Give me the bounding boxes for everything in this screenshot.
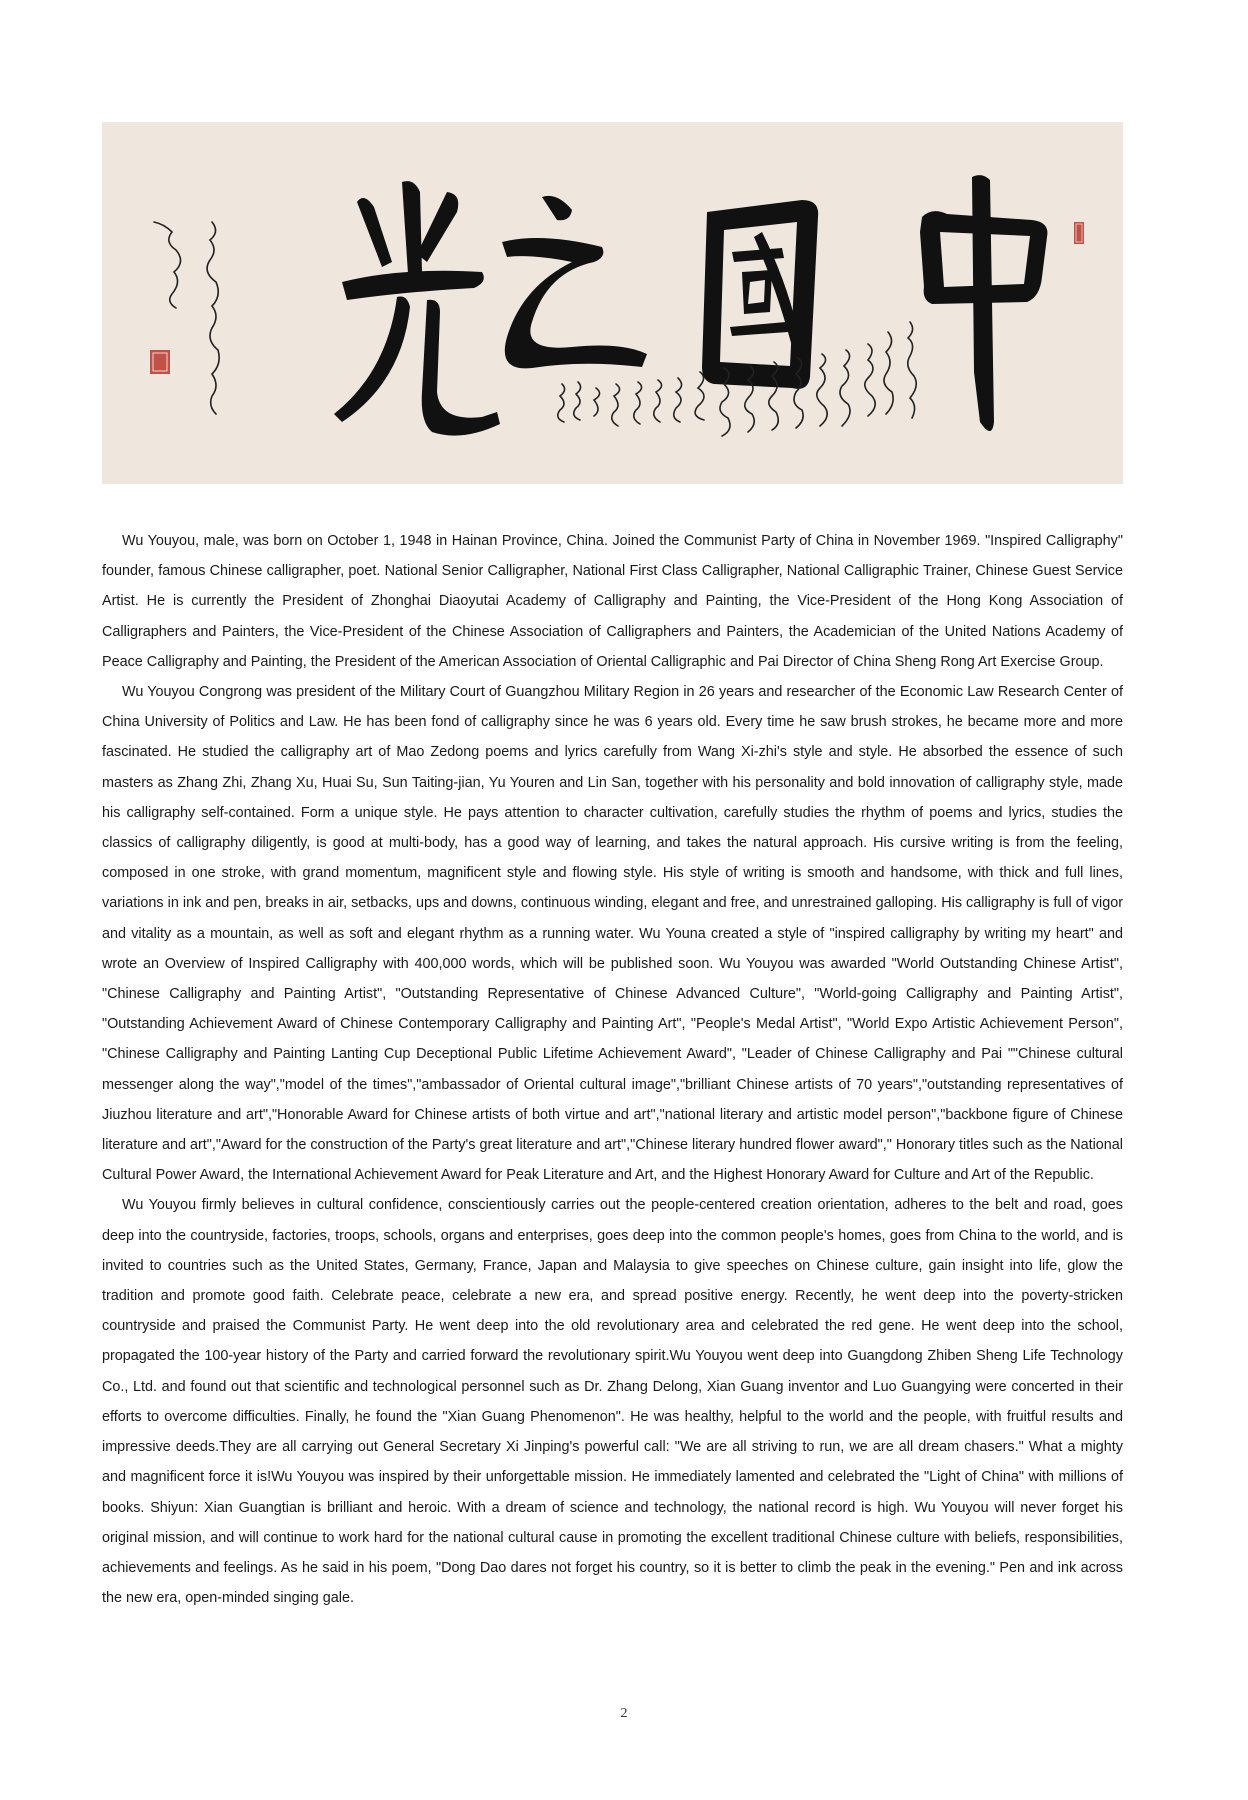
character-zhi	[502, 196, 647, 368]
seal-top-right	[1074, 222, 1084, 244]
paragraph: Wu Youyou, male, was born on October 1, 1948 in Hainan Province, China. Joined the Communist Party of China in November 1969. "Inspired Calligraphy" founder, famous Chinese calligrapher, poet. National Senior Calligrapher, National First Class Calligrapher, National Calligraphic Trainer, Chinese Guest Service Artist. He is currently the President of Zhonghai Diaoyutai Academy of Calligraphy and Painting, the Vice-President of the Hong Kong Association of Calligraphers and Painters, the Vice-President of the Chinese Association of Calligraphers and Painters, the Academician of the United Nations Academy of Peace Calligraphy and Painting, the President of the American Association of Oriental Calligraphic and Pai Director of China Sheng Rong Art Exercise Group.	[102, 533, 1123, 670]
character-guang	[334, 181, 500, 435]
biography-text	[102, 526, 1123, 1613]
signature-text	[154, 222, 219, 414]
calligraphy-image	[102, 122, 1123, 484]
page-number: 2	[620, 1706, 628, 1721]
character-zhong	[920, 175, 1047, 431]
paragraph: Wu Youyou Congrong was president of the Military Court of Guangzhou Military Region in 26 years and researcher of the Economic Law Research Center of China University of Politics and Law. He has been fond of calligraphy since he was 6 years old. Every time he saw brush strokes, he became more and more fascinated. He studied the calligraphy art of Mao Zedong poems and lyrics carefully from Wang Xi-zhi's style and style. He absorbed the essence of such masters as Zhang Zhi, Zhang Xu, Huai Su, Sun Taiting-jian, Yu Youren and Lin San, together with his personality and bold innovation of calligraphy style, made his calligraphy self-contained. Form a unique style. He pays attention to character cultivation, carefully studies the rhythm of poems and lyrics, studies the classics of calligraphy diligently, is good at multi-body, has a good way of learning, and takes the natural approach. His cursive writing is from the feeling, composed in one stroke, with grand momentum, magnificent style and flowing style. His style of writing is smooth and handsome, with thick and full lines, variations in ink and pen, breaks in air, setbacks, ups and downs, continuous winding, elegant and free, and unrestrained galloping. His calligraphy is full of vigor and vitality as a mountain, as well as soft and elegant rhythm as a running water. Wu Youna created a style of "inspired calligraphy by writing my heart" and wrote an Overview of Inspired Calligraphy with 400,000 words, which will be published soon. Wu Youyou was awarded "World Outstanding Chinese Artist", "Chinese Calligraphy and Painting Artist", "Outstanding Representative of Chinese Advanced Culture", "World-going Calligraphy and Painting Artist", "Outstanding Achievement Award of Chinese Contemporary Calligraphy and Painting Art", "People's Medal Artist", "World Expo Artistic Achievement Person", "Chinese Calligraphy and Painting Lanting Cup Deceptional Public Lifetime Achievement Award", "Leader of Chinese Calligraphy and Pai ""Chinese cultural messenger along the way","model of the times","ambassador of Oriental cultural image","brilliant Chinese artists of 70 years","outstanding representatives of Jiuzhou literature and art","Honorable Award for Chinese artists of both virtue and art","national literary and artistic model person","backbone figure of Chinese literature and art","Award for the construction of the Party's great literature and art","Chinese literary hundred flower award"," Honorary titles such as the National Cultural Power Award, the International Achievement Award for Peak Literature and Art, and the Highest Honorary Award for Culture and Art of the Republic.	[102, 684, 1123, 1184]
calligraphy-artwork	[102, 122, 1123, 484]
paragraph: Wu Youyou firmly believes in cultural confidence, conscientiously carries out the people-centered creation orientation, adheres to the belt and road, goes deep into the countryside, factories, troops, schools, organs and enterprises, goes deep into the common people's homes, goes from China to the world, and is invited to countries such as the United States, Germany, France, Japan and Malaysia to give speeches on Chinese culture, gain insight into life, glow the tradition and promote good faith. Celebrate peace, celebrate a new era, and spread positive energy. Recently, he went deep into the poverty-stricken countryside and praised the Communist Party. He went deep into the old revolutionary area and celebrated the red gene. He went deep into the school, propagated the 100-year history of the Party and carried forward the revolutionary spirit.Wu Youyou went deep into Guangdong Zhiben Sheng Life Technology Co., Ltd. and found out that scientific and technological personnel such as Dr. Zhang Delong, Xian Guang inventor and Luo Guangying were concerted in their efforts to overcome difficulties. Finally, he found the "Xian Guang Phenomenon". He was healthy, helpful to the world and the people, with fruitful results and impressive deeds.They are all carrying out General Secretary Xi Jinping's powerful call: "We are all striving to run, we are all dream chasers." What a mighty and magnificent force it is!Wu Youyou was inspired by their unforgettable mission. He immediately lamented and celebrated the "Light of China" with millions of books. Shiyun: Xian Guangtian is brilliant and heroic. With a dream of science and technology, the national record is high. Wu Youyou will never forget his original mission, and will continue to work hard for the national cultural cause in promoting the excellent traditional Chinese culture with beliefs, responsibilities, achievements and feelings. As he said in his poem, "Dong Dao dares not forget his country, so it is better to climb the peak in the evening." Pen and ink across the new era, open-minded singing gale.	[102, 1197, 1123, 1607]
